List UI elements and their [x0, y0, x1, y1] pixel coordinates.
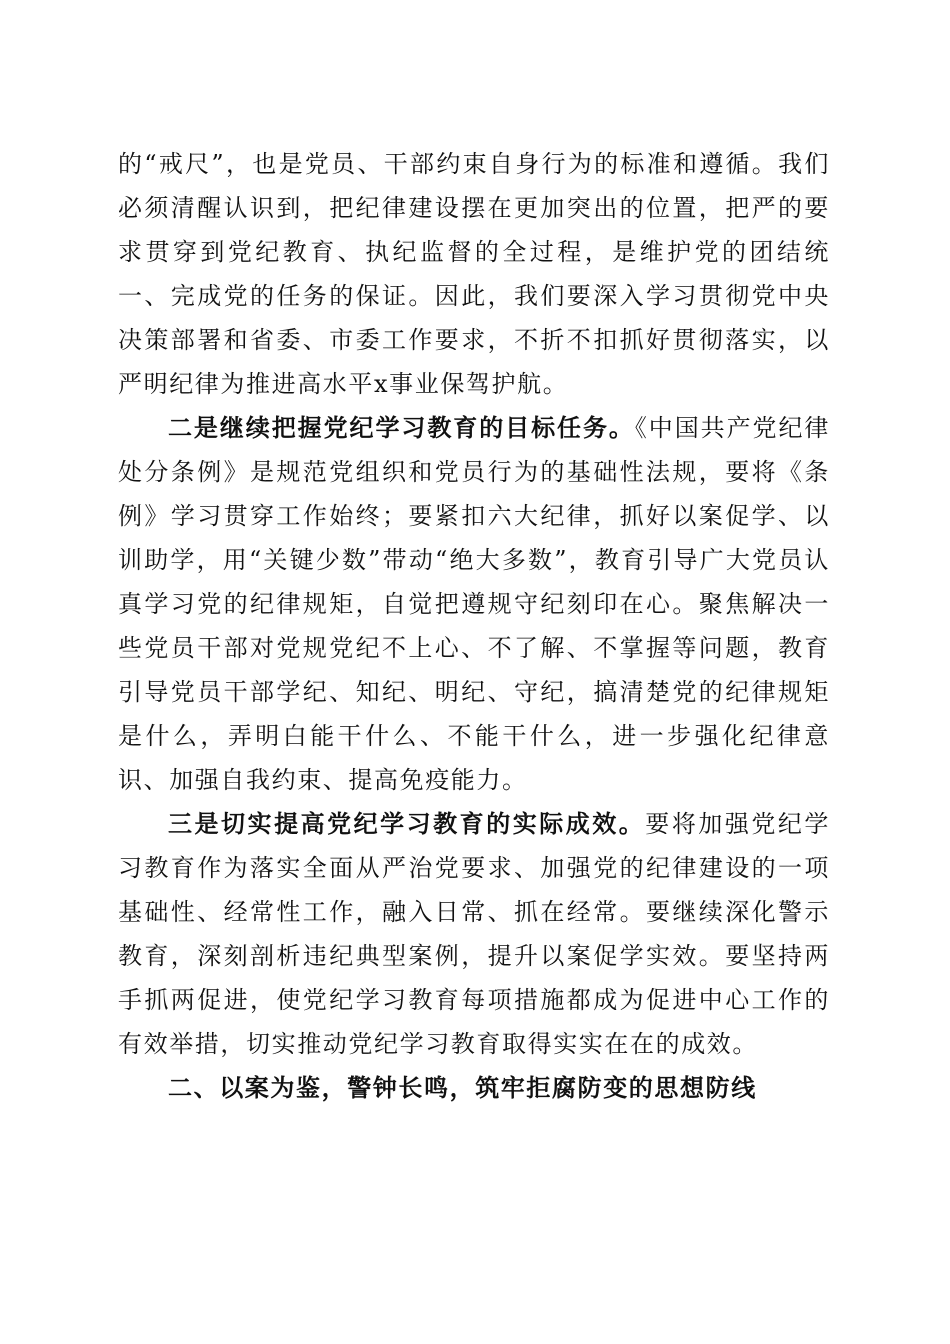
section-heading: 二、以案为鉴，警钟长鸣，筑牢拒腐防变的思想防线 — [168, 1073, 757, 1102]
paragraph-3-lead: 三是切实提高党纪学习教育的实际成效。 — [168, 809, 646, 838]
paragraph-continuation — [118, 142, 830, 406]
paragraph-3-text: 要将加强党纪学习教育作为落实全面从严治党要求、加强党的纪律建设的一项基础性、经常性工作，融入日常、抓在经常。要继续深化警示教育，深刻剖析违纪典型案例，提升以案促学实效。要坚持两手抓两促进，使党纪学习教育每项措施都成为促进中心工作的有效举措，切实推动党纪学习教育取得实实在在的成效。 — [118, 810, 830, 1058]
paragraph-2-text: 《中国共产党纪律处分条例》是规范党组织和党员行为的基础性法规，要将《条例》学习贯穿工作始终；要紧扣六大纪律，抓好以案促学、以训助学，用“关键少数”带动“绝大多数”，教育引导广大党员认真学习党的纪律规矩，自觉把遵规守纪刻印在心。聚焦解决一些党员干部对党规党纪不上心、不了解、不掌握等问题，教育引导党员干部学纪、知纪、明纪、守纪，搞清楚党的纪律规矩是什么，弄明白能干什么、不能干什么，进一步强化纪律意识、加强自我约束、提高免疫能力。 — [118, 414, 830, 794]
paragraph-effectiveness — [118, 802, 830, 1066]
paragraph-objectives — [118, 406, 830, 802]
document-body — [118, 142, 830, 1110]
paragraph-2-lead: 二是继续把握党纪学习教育的目标任务。 — [168, 413, 635, 442]
paragraph-1-text: 的“戒尺”，也是党员、干部约束自身行为的标准和遵循。我们必须清醒认识到，把纪律建设摆在更加突出的位置，把严的要求贯穿到党纪教育、执纪监督的全过程，是维护党的团结统一、完成党的任务的保证。因此，我们要深入学习贯彻党中央决策部署和省委、市委工作要求，不折不扣抓好贯彻落实，以严明纪律为推进高水平x事业保驾护航。 — [118, 150, 830, 398]
